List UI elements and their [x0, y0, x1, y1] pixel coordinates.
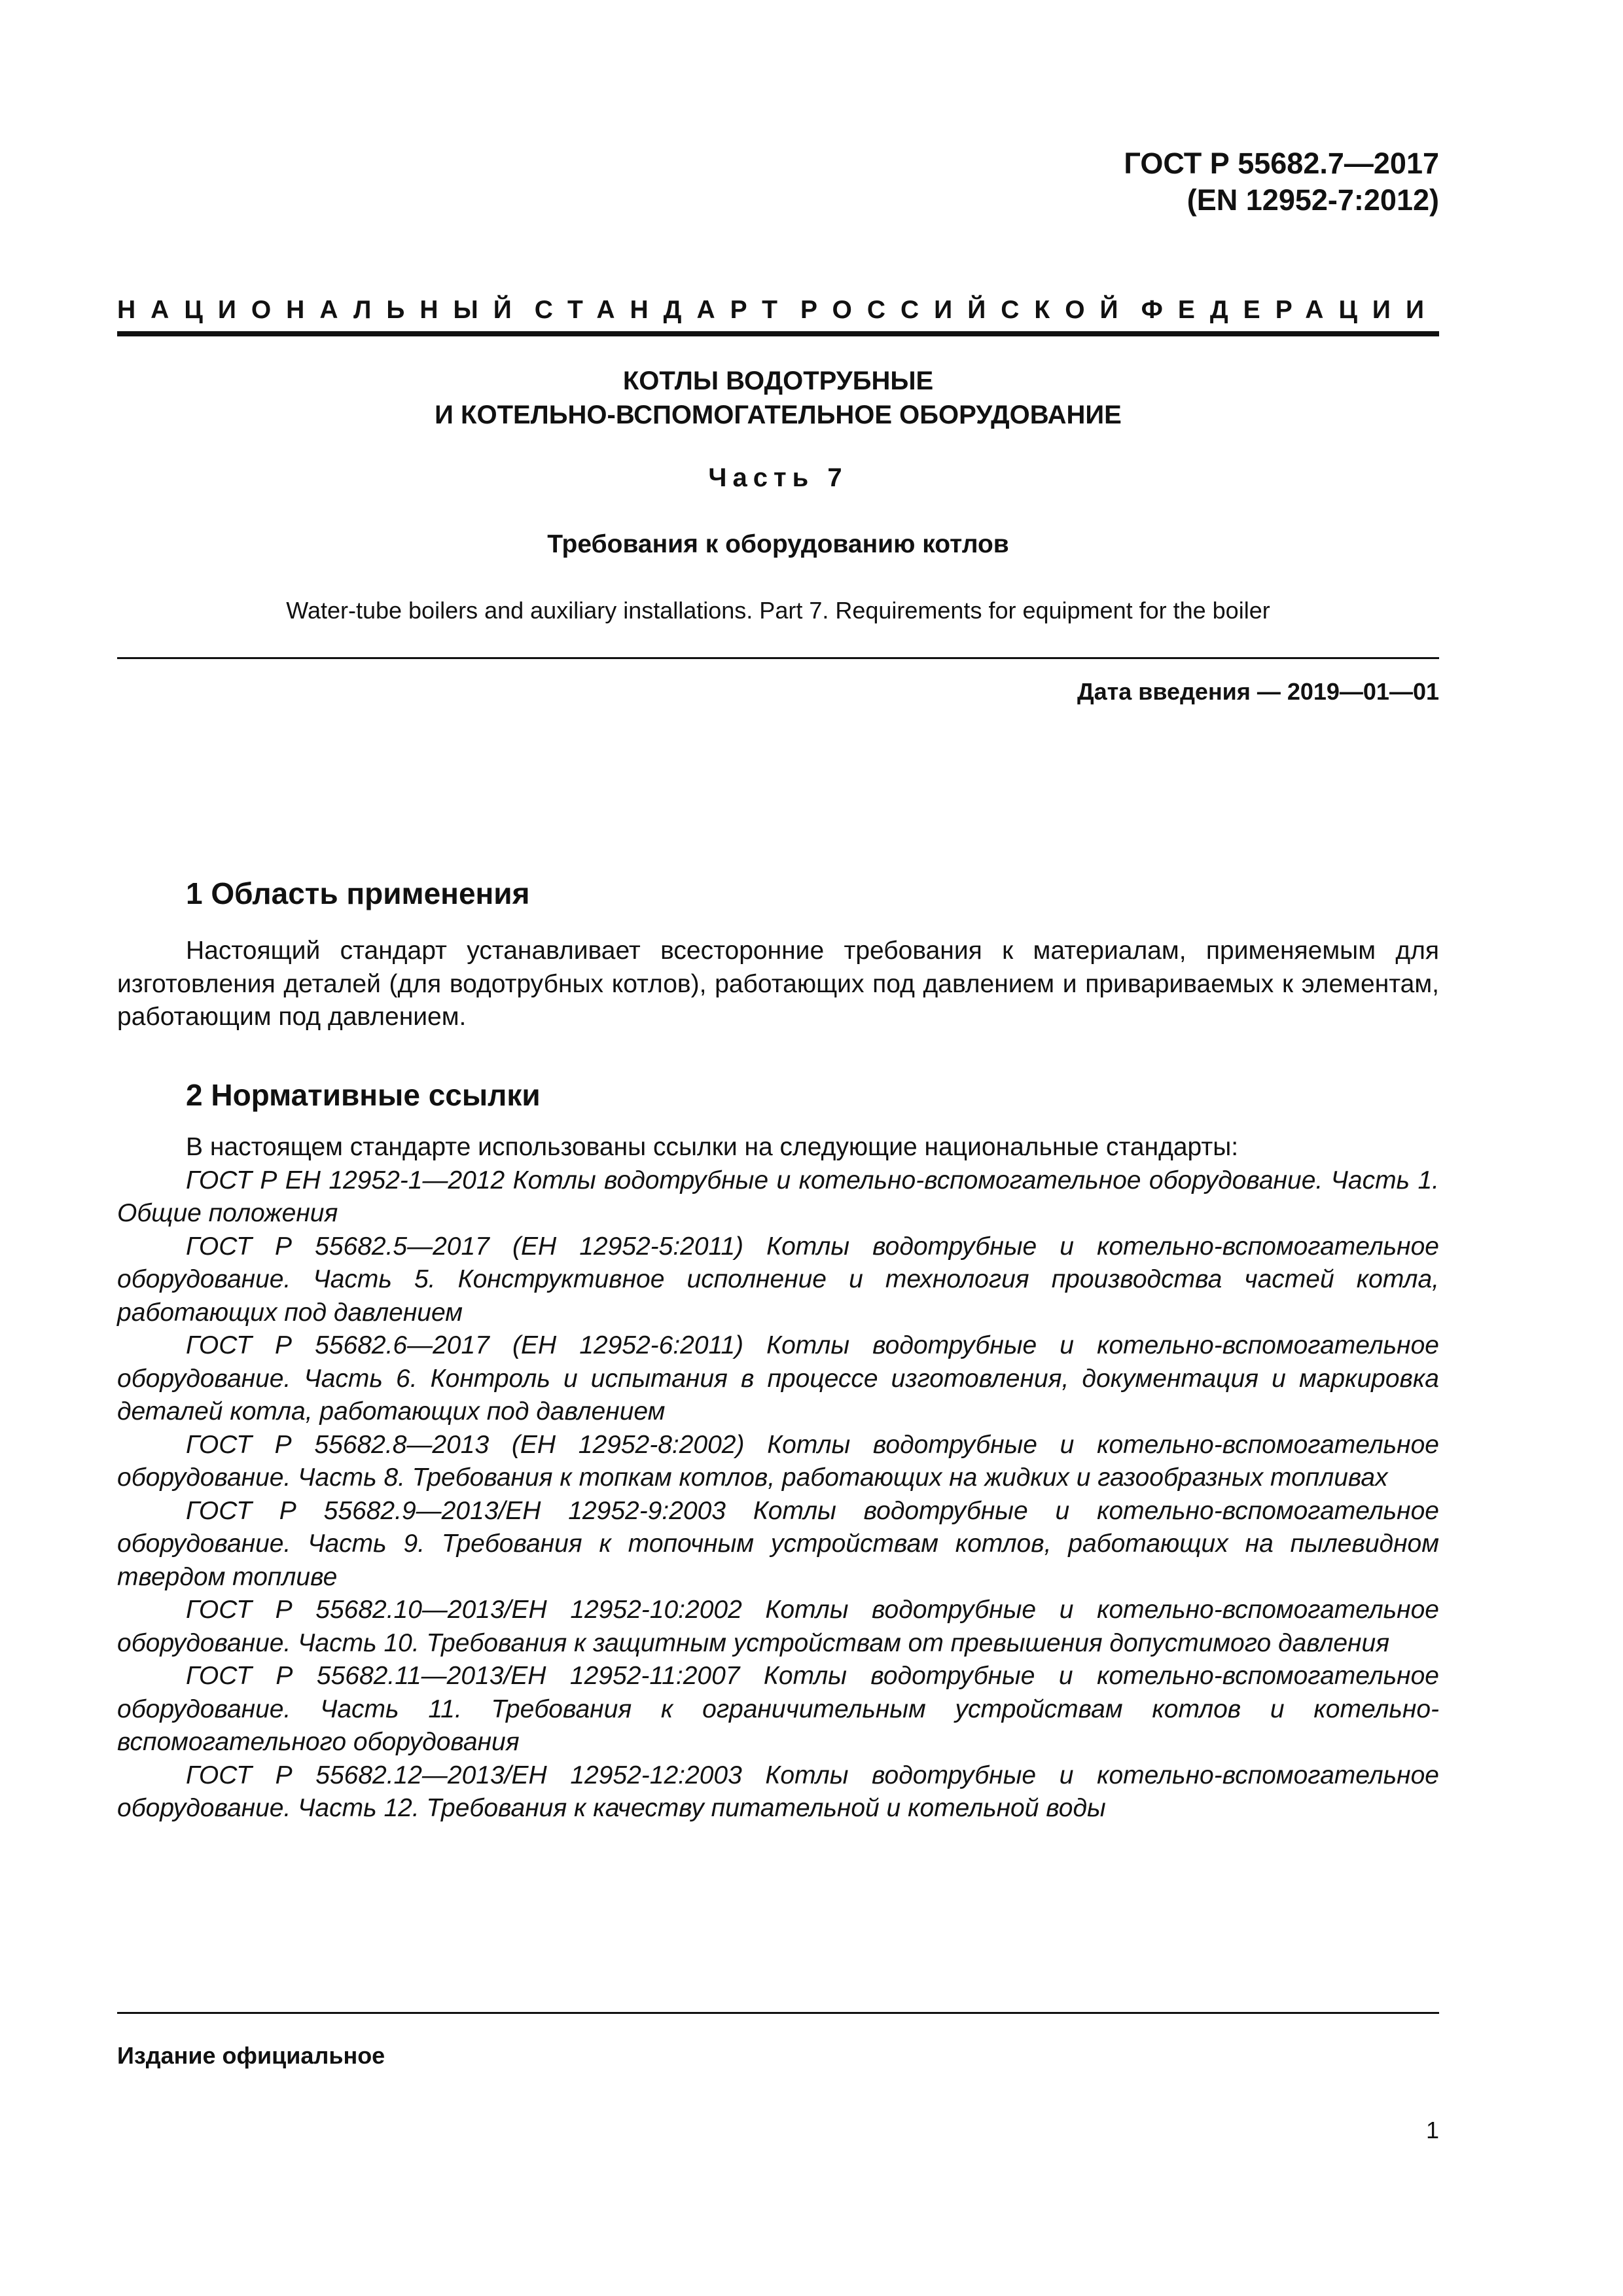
banner-word: РОССИЙСКОЙ	[800, 296, 1133, 324]
document-title	[117, 364, 1439, 432]
banner-word: ФЕДЕРАЦИИ	[1141, 296, 1439, 324]
reference-item: ГОСТ Р 55682.8—2013 (ЕН 12952-8:2002) Котлы водотрубные и котельно-вспомогательное оборудование. Часть 8. Требования к топкам котлов, работающих на жидких и газообразных топливах	[117, 1430, 1439, 1492]
part-subtitle: Требования к оборудованию котлов	[547, 530, 1009, 558]
reference-item: ГОСТ Р 55682.12—2013/ЕН 12952-12:2003 Котлы водотрубные и котельно-вспомогательное оборудование. Часть 12. Требования к качеству питательной и котельной воды	[117, 1761, 1439, 1822]
banner-rule	[117, 331, 1439, 336]
banner-word: СТАНДАРТ	[534, 296, 793, 324]
reference-item: ГОСТ Р 55682.6—2017 (ЕН 12952-6:2011) Котлы водотрубные и котельно-вспомогательное оборудование. Часть 6. Контроль и испытания в процессе изготовления, документация и маркировка деталей котла, работающих под давлением	[117, 1331, 1439, 1426]
banner-word: НАЦИОНАЛЬНЫЙ	[117, 296, 527, 324]
reference-item: ГОСТ Р 55682.10—2013/ЕН 12952-10:2002 Котлы водотрубные и котельно-вспомогательное оборудование. Часть 10. Требования к защитным устройствам от превышения допустимого давления	[117, 1596, 1439, 1657]
national-standard-banner	[117, 296, 1439, 325]
reference-item: ГОСТ Р 55682.5—2017 (ЕН 12952-5:2011) Котлы водотрубные и котельно-вспомогательное оборудование. Часть 5. Конструктивное исполнение и технология производства частей котла, работающих под давлением	[117, 1232, 1439, 1327]
gost-designation	[1124, 145, 1439, 219]
reference-item: ГОСТ Р 55682.9—2013/ЕН 12952-9:2003 Котлы водотрубные и котельно-вспомогательное оборудование. Часть 9. Требования к топочным устройствам котлов, работающих на пылевидном твердом топливе	[117, 1496, 1439, 1591]
official-edition-label: Издание официальное	[117, 2042, 385, 2069]
gost-number: ГОСТ Р 55682.7—2017	[1124, 147, 1439, 180]
title-line-2: И КОТЕЛЬНО-ВСПОМОГАТЕЛЬНОЕ ОБОРУДОВАНИЕ	[435, 401, 1122, 429]
title-rule	[117, 657, 1439, 659]
introduction-date: Дата введения — 2019—01—01	[1077, 678, 1439, 705]
section-1-heading: 1 Область применения	[186, 876, 530, 910]
en-number: (EN 12952-7:2012)	[1186, 183, 1439, 217]
part-label: Часть 7	[708, 463, 848, 492]
footer-rule	[117, 2012, 1439, 2014]
reference-item: ГОСТ Р 55682.11—2013/ЕН 12952-11:2007 Котлы водотрубные и котельно-вспомогательное оборудование. Часть 11. Требования к ограничительным устройствам котлов и котельно-вспомогательного оборудования	[117, 1662, 1439, 1756]
reference-item: ГОСТ Р ЕН 12952-1—2012 Котлы водотрубные и котельно-вспомогательное оборудование. Часть 1. Общие положения	[117, 1166, 1439, 1227]
english-title: Water-tube boilers and auxiliary installations. Part 7. Requirements for equipment for the boiler	[286, 597, 1270, 624]
section-1-text: Настоящий стандарт устанавливает всесторонние требования к материалам, применяемым для изготовления деталей (для водотрубных котлов), работающих под давлением и привариваемых к элементам, работающим под давлением.	[117, 937, 1439, 1031]
references-intro: В настоящем стандарте использованы ссылки на следующие национальные стандарты:	[186, 1133, 1239, 1161]
section-2-heading: 2 Нормативные ссылки	[186, 1078, 541, 1112]
title-line-1: КОТЛЫ ВОДОТРУБНЫЕ	[622, 367, 934, 395]
normative-references	[117, 1131, 1439, 1825]
page-number: 1	[1425, 2117, 1439, 2144]
